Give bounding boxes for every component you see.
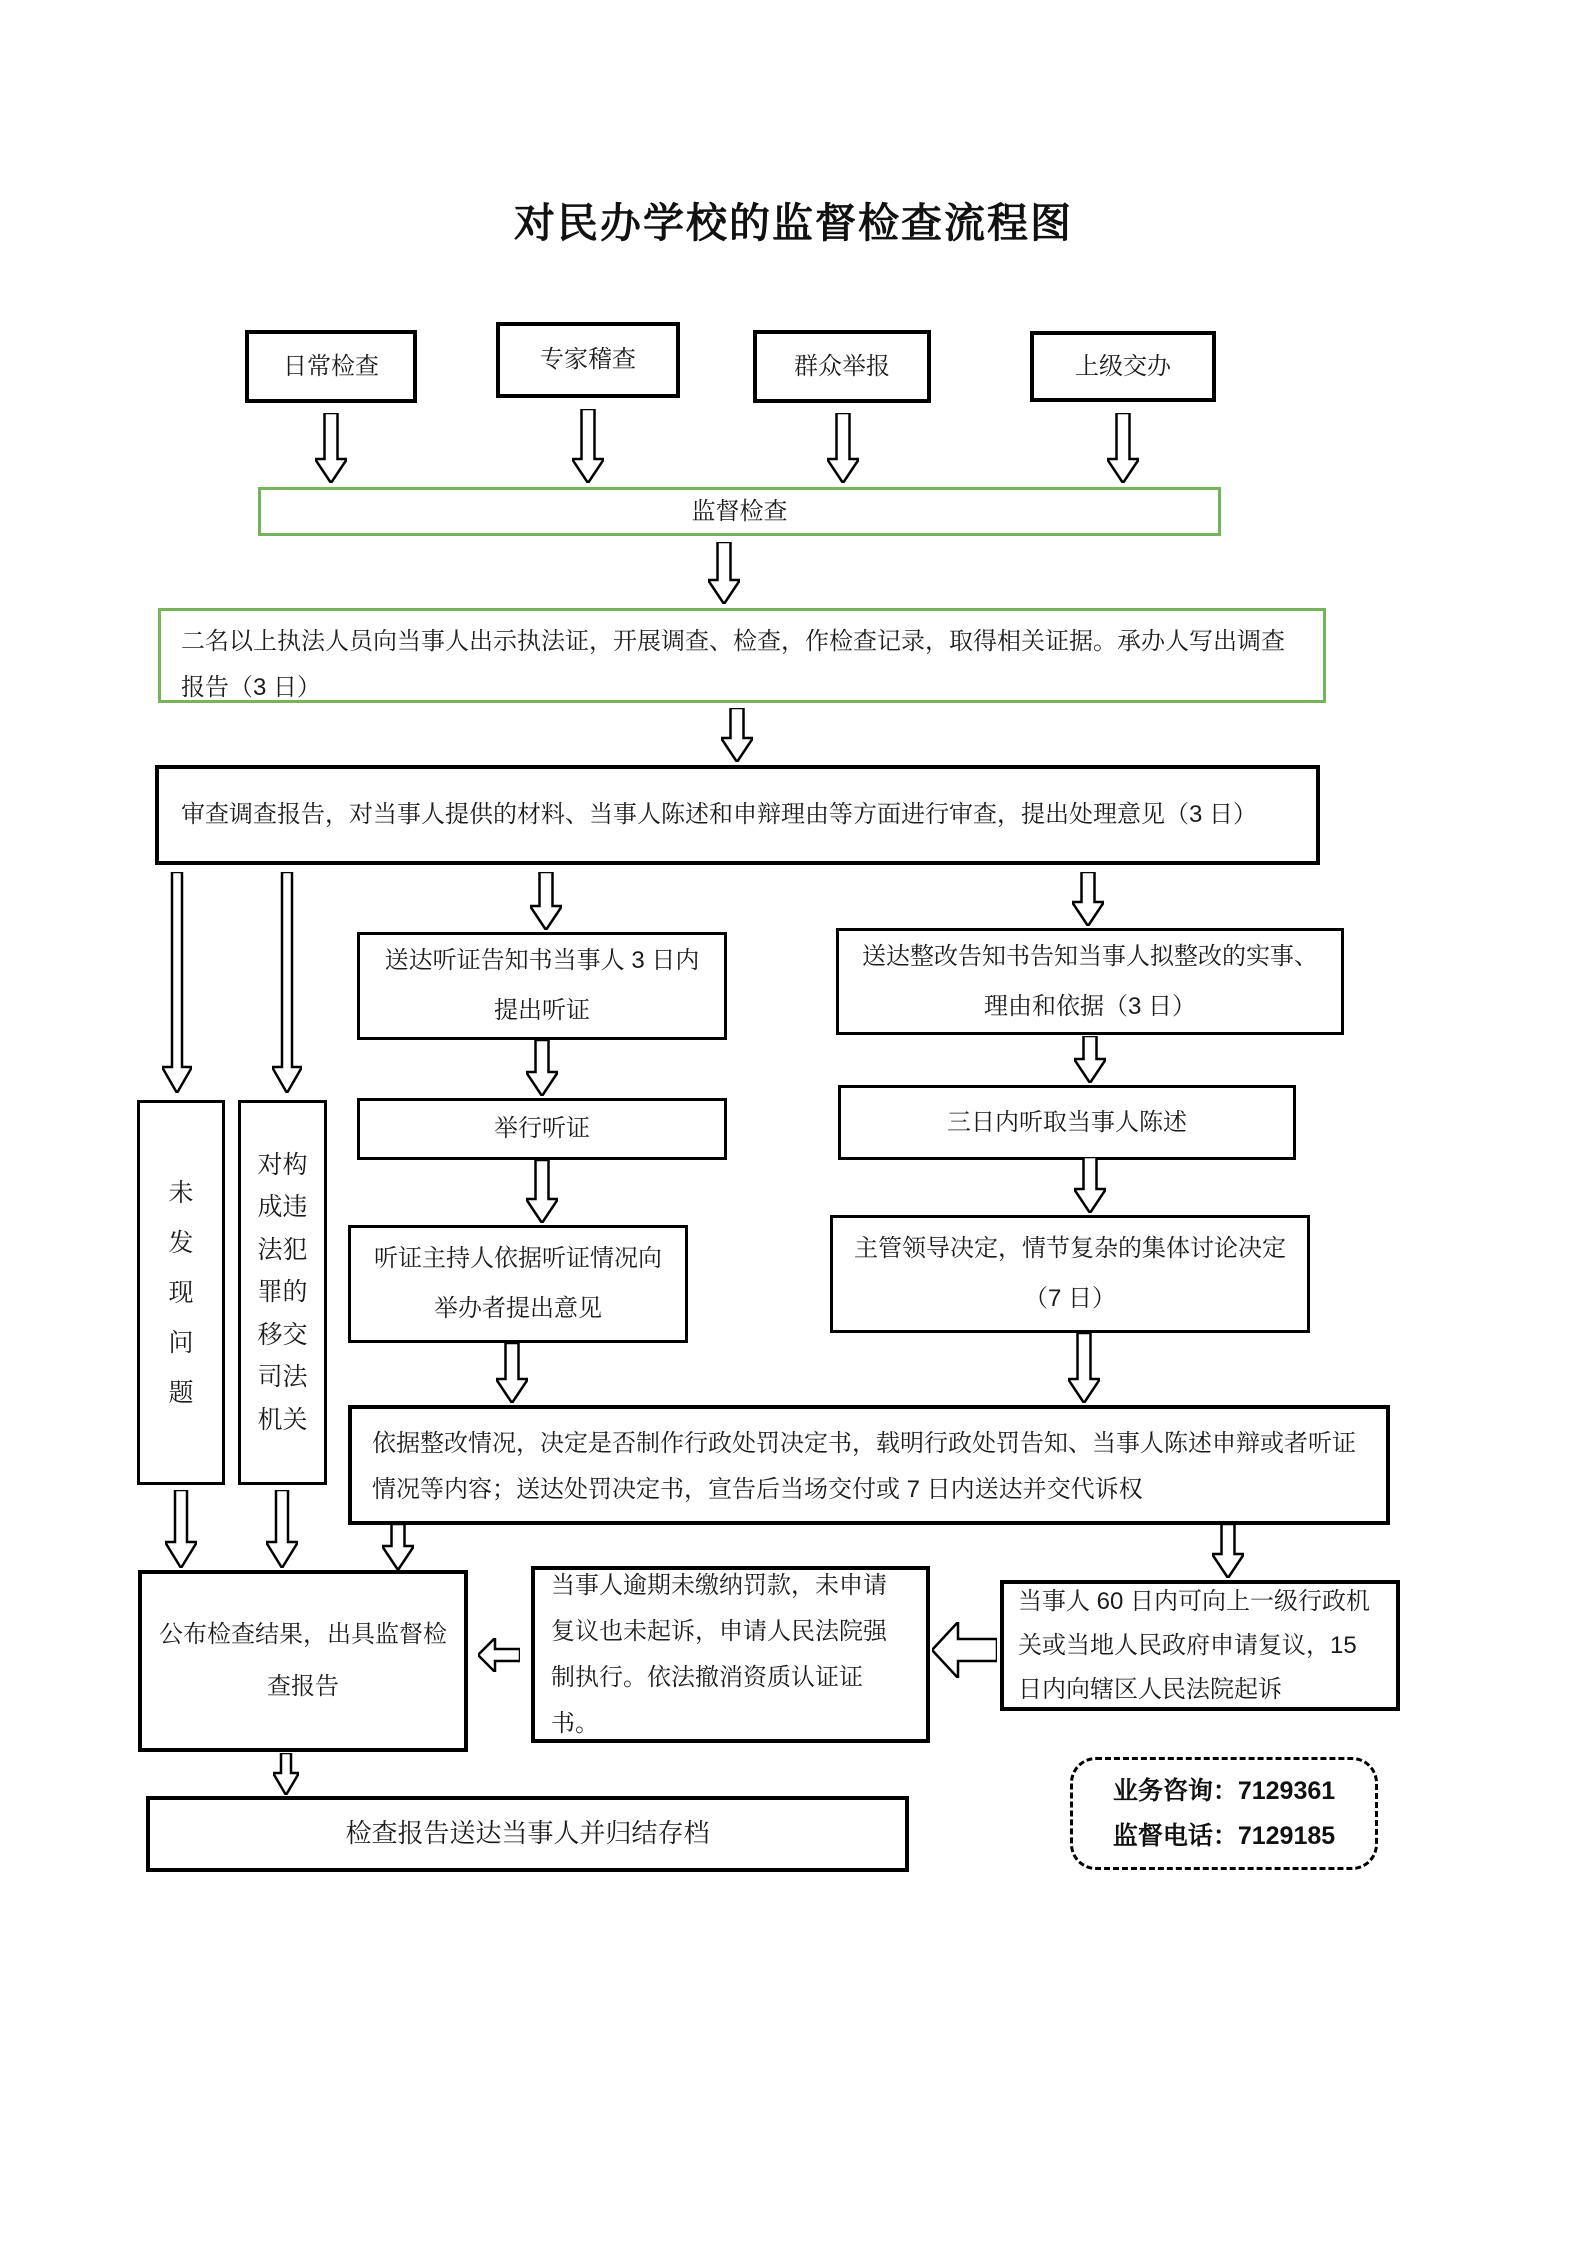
contact-info-box	[1070, 1757, 1378, 1870]
down-arrow-icon	[266, 1490, 298, 1568]
down-arrow-icon	[827, 413, 859, 483]
node-daily-inspection	[245, 330, 417, 403]
down-arrow-icon	[1107, 413, 1139, 483]
node-label: 送达整改告知书告知当事人拟整改的实事、理由和依据（3 日）	[862, 942, 1318, 1020]
node-label: 当事人逾期未缴纳罚款，未申请复议也未起诉，申请人民法院强制执行。依法撤消资质认证证书。	[551, 1571, 887, 1737]
down-arrow-icon	[382, 1524, 414, 1570]
node-investigation	[158, 608, 1326, 703]
down-arrow-icon	[315, 413, 347, 483]
node-label: 专家稽查	[540, 346, 636, 374]
node-label: 主管领导决定，情节复杂的集体讨论决定（7 日）	[854, 1235, 1286, 1312]
node-label: 审查调查报告，对当事人提供的材料、当事人陈述和申辩理由等方面进行审查，提出处理意见（3 日）	[181, 801, 1258, 829]
down-arrow-icon	[572, 409, 604, 483]
node-public-report	[753, 330, 931, 403]
node-supervision-check	[258, 487, 1221, 536]
node-label: 送达听证告知书当事人 3 日内提出听证	[384, 947, 700, 1024]
node-listen-statement	[838, 1085, 1296, 1160]
contact-hotline-line: 监督电话：7129185	[1112, 1821, 1336, 1850]
left-arrow-icon	[478, 1638, 520, 1672]
node-label: 二名以上执法人员向当事人出示执法证，开展调查、检查，作检查记录，取得相关证据。承办人写出调查报告（3 日）	[181, 628, 1285, 701]
down-arrow-icon	[1072, 872, 1104, 926]
node-expert-audit	[496, 322, 680, 398]
page-title: 对民办学校的监督检查流程图	[514, 200, 1073, 246]
node-label: 当事人 60 日内可向上一级行政机关或当地人民政府申请复议，15 日内向辖区人民法院起诉	[1018, 1587, 1371, 1703]
node-label: 监督检查	[691, 497, 788, 525]
down-arrow-icon	[530, 872, 562, 930]
node-publish-result	[138, 1570, 468, 1752]
left-arrow-icon	[932, 1622, 997, 1678]
node-reconsideration	[1000, 1580, 1400, 1711]
node-label: 检查报告送达当事人并归结存档	[345, 1818, 710, 1849]
node-review-report	[155, 765, 1320, 865]
down-arrow-icon	[1074, 1157, 1106, 1213]
down-arrow-icon	[721, 708, 753, 762]
down-arrow-icon	[1074, 1036, 1106, 1083]
down-arrow-icon	[1068, 1333, 1100, 1403]
down-arrow-icon	[496, 1343, 528, 1403]
node-transfer-judicial	[238, 1100, 327, 1485]
node-hearing-opinion	[348, 1225, 688, 1343]
down-arrow-icon	[162, 872, 192, 1093]
node-label: 依据整改情况，决定是否制作行政处罚决定书，载明行政处罚告知、当事人陈述申辩或者听证情况等内容；送达处罚决定书，宣告后当场交付或 7 日内送达并交代诉权	[372, 1430, 1356, 1503]
node-label: 公布检查结果，出具监督检查报告	[159, 1621, 447, 1700]
node-rectify-notice	[836, 928, 1344, 1035]
node-hold-hearing	[357, 1098, 727, 1160]
node-label: 三日内听取当事人陈述	[947, 1108, 1187, 1136]
node-label: 日常检查	[283, 352, 379, 380]
node-label: 举行听证	[494, 1115, 590, 1143]
node-superior-assignment	[1030, 331, 1216, 402]
contact-consult-line: 业务咨询：7129361	[1112, 1776, 1336, 1805]
down-arrow-icon	[273, 1753, 299, 1795]
node-label: 群众举报	[794, 352, 890, 380]
down-arrow-icon	[526, 1040, 558, 1096]
node-label: 未发现问题	[168, 1178, 194, 1407]
node-label: 听证主持人依据听证情况向举办者提出意见	[374, 1245, 662, 1322]
node-hearing-notice	[357, 932, 727, 1040]
node-overdue-enforcement	[531, 1566, 930, 1743]
node-label: 上级交办	[1075, 352, 1171, 380]
node-archive	[146, 1796, 909, 1872]
down-arrow-icon	[708, 542, 740, 604]
down-arrow-icon	[272, 872, 302, 1093]
node-punish-decision	[348, 1405, 1390, 1525]
node-leader-decision	[830, 1215, 1310, 1333]
down-arrow-icon	[526, 1160, 558, 1223]
down-arrow-icon	[1212, 1524, 1244, 1578]
node-no-problem-found	[137, 1100, 225, 1485]
down-arrow-icon	[165, 1490, 197, 1568]
node-label: 对构成违法犯罪的移交司法机关	[257, 1150, 308, 1434]
